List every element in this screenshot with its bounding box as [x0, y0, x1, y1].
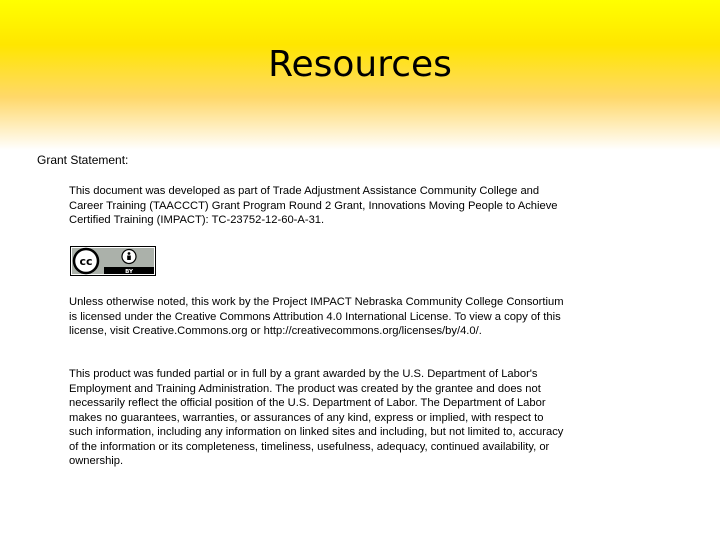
- slide-title: Resources: [268, 44, 452, 85]
- grant-paragraph: This document was developed as part of Trade Adjustment Assistance Community College and Career Training (TAACCCT) Grant Program Round 2 Grant, Innovations Moving People to Achieve Certified Training (IMPACT): TC-23752-12-60-A-31.: [69, 185, 558, 226]
- license-paragraph: Unless otherwise noted, this work by the Project IMPACT Nebraska Community College Consortium is licensed under the Creative Commons Attribution 4.0 International License. To view a copy of this license, visit Creative.Commons.org or http://creativecommons.org/licenses/by/4.0/.: [69, 296, 564, 337]
- grant-statement-label: Grant Statement:: [37, 153, 129, 167]
- cc-by-icon: [70, 246, 156, 276]
- by-text: BY: [125, 269, 133, 275]
- disclaimer-paragraph: This product was funded partial or in full by a grant awarded by the U.S. Department of Labor's Employment and Training Administration. The product was created by the grantee and does not necessarily reflect the official position of the U.S. Department of Labor. The Department of Labor makes no guarantees, warranties, or assurances of any kind, express or implied, with respect to such information, including any information on linked sites and including, but not limited to, accuracy of the information or its completeness, timeliness, usefulness, adequacy, continued availability, or ownership.: [69, 368, 564, 467]
- cc-text: cc: [79, 255, 93, 268]
